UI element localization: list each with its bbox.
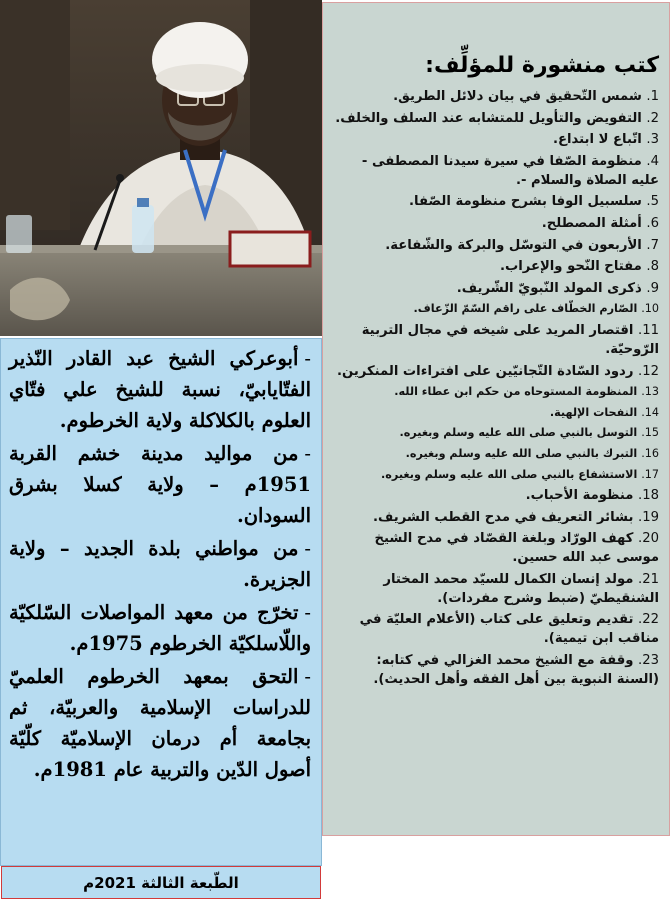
edition-label: الطّبعة الثالثة 2021م <box>1 866 321 899</box>
biography-text: تخرّج من معهد المواصلات السّلكيّة واللّاسلكيّة الخرطوم 1975م. <box>9 601 311 655</box>
book-title: منظومة الأحباب. <box>525 488 634 504</box>
bullet-dash: - <box>304 601 311 624</box>
bullet-dash: - <box>304 665 311 688</box>
book-number: 21. <box>638 571 659 587</box>
book-number: 13. <box>641 385 659 399</box>
book-number: 22. <box>638 612 659 628</box>
biography-list <box>9 343 311 785</box>
book-item <box>331 236 659 255</box>
book-item <box>331 445 659 463</box>
biography-item <box>9 597 311 659</box>
book-number: 10. <box>641 302 659 316</box>
book-item <box>331 383 659 401</box>
book-title: ردود السّادة التّجانيّين على افتراءات المنكرين. <box>336 363 634 379</box>
author-photo <box>0 0 322 336</box>
book-item <box>331 130 659 149</box>
book-item <box>331 570 659 608</box>
book-number: 11. <box>638 322 659 338</box>
book-title: مفتاح النّحو والإعراب. <box>499 259 642 275</box>
book-title: اقتصار المريد على شيخه في مجال التربية الرّوحيّة. <box>361 322 659 357</box>
book-number: 17. <box>641 467 659 481</box>
author-portrait-image <box>0 0 322 336</box>
book-number: 12. <box>638 363 659 379</box>
book-number: 3. <box>646 132 659 148</box>
book-item <box>331 279 659 298</box>
book-number: 4. <box>646 153 659 169</box>
book-number: 6. <box>646 215 659 231</box>
book-title: مولد إنسان الكمال للسيّد محمد المختار الشنقيطيّ (ضبط وشرح مفردات). <box>383 571 659 606</box>
bullet-dash: - <box>304 537 311 560</box>
book-title: منظومة الصّفا في سيرة سيدنا المصطفى - عليه الصلاة والسلام -. <box>361 153 659 188</box>
book-item <box>331 651 659 689</box>
book-item <box>331 404 659 422</box>
book-item <box>331 192 659 211</box>
book-number: 19. <box>638 509 659 525</box>
book-item <box>331 486 659 505</box>
book-title: كهف الورّاد وبلغة القصّاد في مدح الشيخ موسى عبد الله حسين. <box>374 531 659 566</box>
book-item <box>331 300 659 318</box>
biography-item <box>9 343 311 436</box>
book-title: اتّباع لا ابتداع. <box>552 132 642 148</box>
book-title: أمثلة المصطلح. <box>541 215 642 231</box>
book-item <box>331 508 659 527</box>
book-number: 23. <box>638 653 659 669</box>
book-item <box>331 424 659 442</box>
book-title: بشائر التعريف في مدح القطب الشريف. <box>373 509 634 525</box>
book-number: 18. <box>638 488 659 504</box>
author-biography-panel <box>0 338 322 866</box>
biography-text: من مواطني بلدة الجديد – ولاية الجزيرة. <box>9 537 311 591</box>
book-item <box>331 529 659 567</box>
book-number: 20. <box>638 531 659 547</box>
book-item <box>331 466 659 484</box>
bullet-dash: - <box>304 442 311 465</box>
biography-item <box>9 438 311 531</box>
published-books-panel <box>322 2 670 836</box>
book-title: التفويض والتأويل للمتشابه عند السلف والخلف. <box>335 110 642 126</box>
book-item <box>331 362 659 381</box>
book-title: سلسبيل الوفا بشرح منظومة الصّفا. <box>408 194 642 210</box>
book-title: الصّارم الخطّاف على راقم السّمّ الزّعاف. <box>413 302 638 316</box>
book-title: ذكرى المولد النّبويّ الشّريف. <box>456 280 642 296</box>
book-number: 1. <box>646 89 659 104</box>
book-title: تقديم وتعليق على كتاب (الأعلام العليّة في مناقب ابن تيمية). <box>359 612 659 647</box>
book-item <box>331 610 659 648</box>
book-item <box>331 152 659 190</box>
book-item <box>331 257 659 276</box>
book-title: المنظومة المستوحاه من حكم ابن عطاء الله. <box>394 385 638 399</box>
book-title: التبرك بالنبي صلى الله عليه وسلم وبغيره. <box>405 446 638 460</box>
book-number: 8. <box>646 259 659 275</box>
biography-text: أبوعركي الشيخ عبد القادر النّذير الفتّايابيّ، نسبة للشيخ علي فتّاي العلوم بالكلاكلة ولاية الخرطوم. <box>9 347 311 432</box>
book-number: 14. <box>641 405 659 419</box>
biography-item <box>9 533 311 595</box>
book-item <box>331 109 659 128</box>
books-heading: كتب منشورة للمؤلِّف: <box>425 53 659 78</box>
biography-item <box>9 661 311 785</box>
bullet-dash: - <box>304 347 311 370</box>
book-number: 7. <box>646 237 659 253</box>
book-title: الاستشفاع بالنبي صلى الله عليه وسلم وبغيره. <box>381 467 638 481</box>
book-title: التوسل بالنبي صلى الله عليه وسلم وبغيره. <box>399 426 638 440</box>
biography-text: من مواليد مدينة خشم القربة 1951م – ولاية كسلا بشرق السودان. <box>9 442 311 527</box>
book-title: شمس التّحقيق في بيان دلائل الطريق. <box>393 89 642 104</box>
book-number: 5. <box>646 194 659 210</box>
book-title: الأربعون في التوسّل والبركة والشّفاعة. <box>385 237 642 253</box>
book-title: وقفة مع الشيخ محمد الغزالي في كتابه: (السنة النبوية بين أهل الفقه وأهل الحديث). <box>373 653 659 688</box>
books-list <box>331 87 659 689</box>
book-item <box>331 321 659 359</box>
book-number: 2. <box>646 110 659 126</box>
book-number: 15. <box>641 426 659 440</box>
book-item <box>331 214 659 233</box>
biography-text: التحق بمعهد الخرطوم العلميّ للدراسات الإسلامية والعربيّة، ثم بجامعة أم درمان الإسلاميّة كلّيّة أصول الدّين والتربية عام 1981م. <box>9 665 311 781</box>
book-number: 16. <box>641 446 659 460</box>
book-item <box>331 87 659 106</box>
book-number: 9. <box>646 280 659 296</box>
book-title: النفحات الإلهية. <box>549 405 638 419</box>
